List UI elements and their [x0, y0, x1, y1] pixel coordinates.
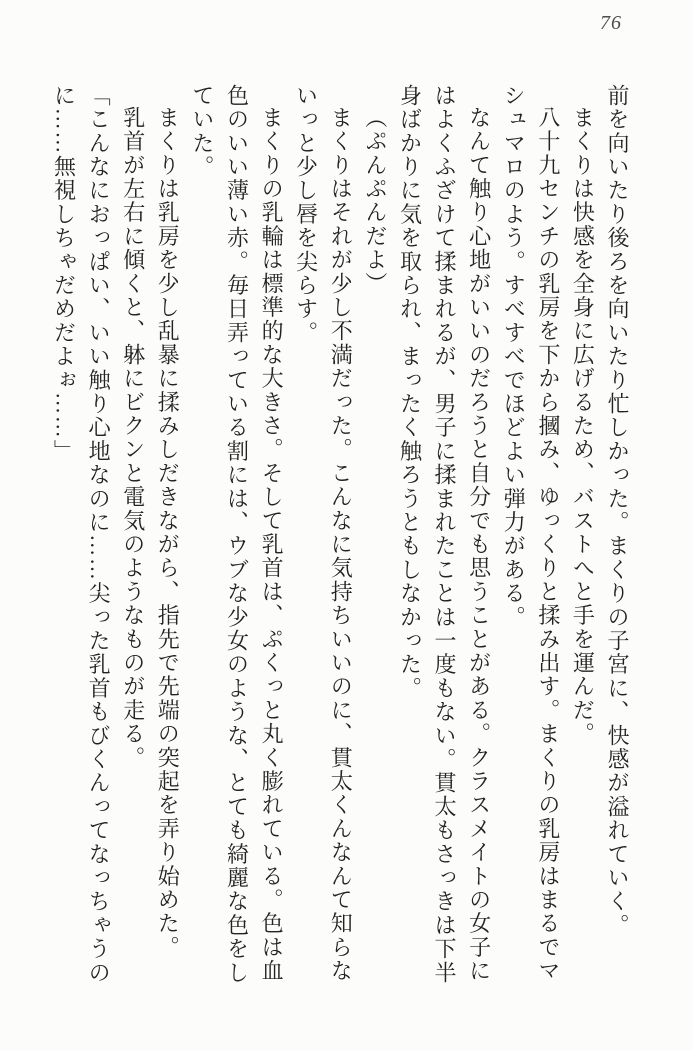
page-number: 76	[600, 12, 622, 34]
paragraph: 「こんなにおっぱい、いい触り心地なのに……尖った乳首もびくんってなっちゃうのに……無視しちゃだめだよぉ……」	[51, 84, 112, 985]
paragraph: まくりはそれが少し不満だった。こんなに気持ちいいのに、貫太くんなんて知らないっと少し唇を尖らす。	[293, 84, 354, 983]
paragraph: まくりの乳輪は標準的な大きさ。そして乳首は、ぷくっと丸く膨れている。色は血色のいい薄い赤。毎日弄っている割には、ウブな少女のような、とても綺麗な色をしていた。	[189, 84, 285, 985]
paragraph: 乳首が左右に傾くと、躰にビクンと電気のようなものが走る。	[120, 106, 146, 770]
paragraph: なんて触り心地がいいのだろうと自分でも思うことがある。クラスメイトの女子にはよくふざけて揉まれるが、男子に揉まれたことは一度もない。貫太もさっきは下半身ばかりに気を取られ、まったく触ろうともしなかった。	[397, 84, 492, 985]
paragraph: まくりは快感を全身に広げるため、バストへと手を運んだ。	[570, 106, 596, 746]
paragraph: （ぷんぷんだよ）	[362, 106, 388, 296]
paragraph: まくりは乳房を少し乱暴に揉みしだきながら、指先で先端の突起を弄り始めた。	[155, 106, 181, 960]
paragraph: 前を向いたり後ろを向いたり忙しかった。まくりの子宮に、快感が溢れていく。	[605, 84, 630, 938]
body-text	[46, 84, 634, 989]
paragraph: 八十九センチの乳房を下から摑み、ゆっくりと揉み出す。まくりの乳房はまるでマシュマロのよう。すべすべでほどよい弾力がある。	[501, 84, 561, 983]
